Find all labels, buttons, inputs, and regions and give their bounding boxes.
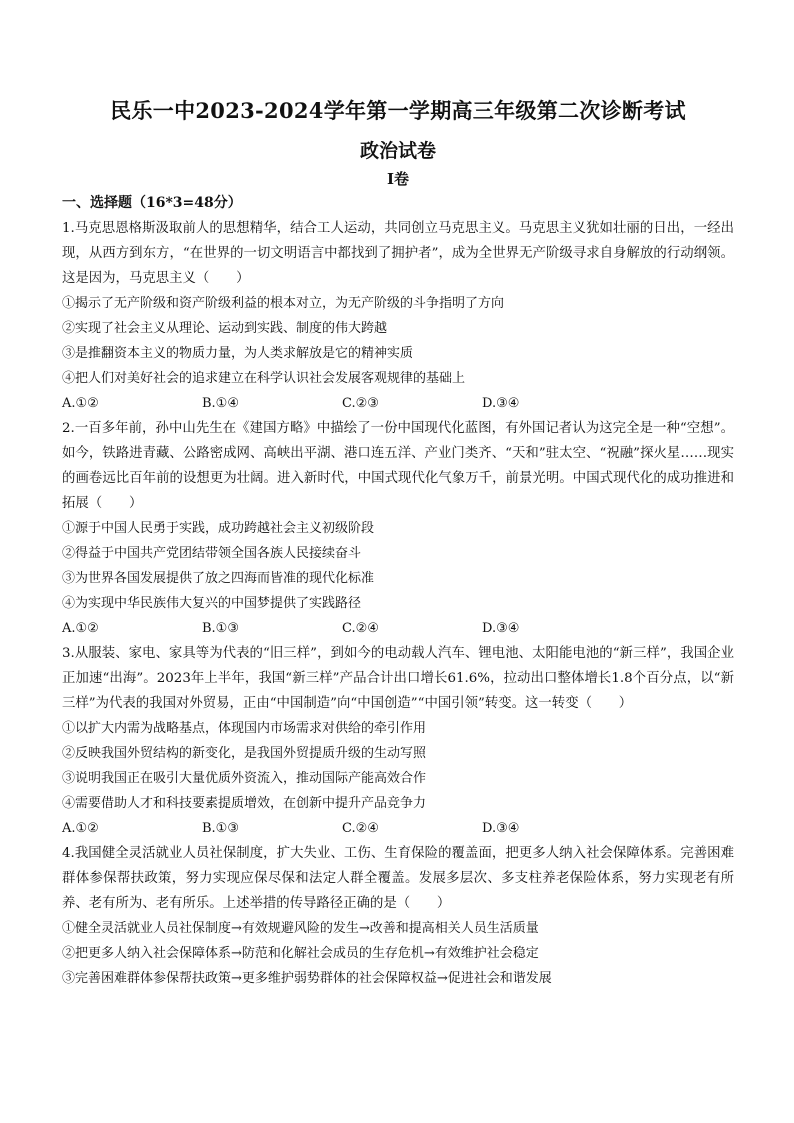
choice-a: A.①② — [62, 621, 99, 636]
choice-c: C.②③ — [342, 396, 379, 411]
statement-4: ④需要借助人才和科技要素提质增效，在创新中提升产品竞争力 — [62, 796, 427, 811]
question-2 — [62, 416, 734, 641]
answer-choices — [62, 391, 734, 416]
part-label: Ⅰ卷 — [386, 170, 410, 188]
choice-c: C.②④ — [342, 821, 379, 836]
statement-1: ①揭示了无产阶级和资产阶级利益的根本对立，为无产阶级的斗争指明了方向 — [62, 296, 505, 311]
question-1 — [62, 216, 734, 416]
choice-d: D.③④ — [482, 821, 520, 836]
choice-d: D.③④ — [482, 621, 520, 636]
question-4 — [62, 841, 734, 991]
choice-b: B.①③ — [202, 821, 239, 836]
statement-4: ④为实现中华民族伟大复兴的中国梦提供了实践路径 — [62, 596, 362, 611]
statement-3: ③完善困难群体参保帮扶政策→更多维护弱势群体的社会保障权益→促进社会和谐发展 — [62, 971, 552, 986]
statement-3: ③说明我国正在吸引大量优质外资流入，推动国际产能高效合作 — [62, 771, 427, 786]
question-3 — [62, 641, 734, 841]
question-stem: 1.马克思恩格斯汲取前人的思想精华，结合工人运动，共同创立马克思主义。马克思主义犹如壮丽的日出，一经出现，从西方到东方，“在世界的一切文明语言中都找到了拥护者”，成为全世界无产阶级寻求自身解放的行动纲领。这是因为，马克思主义（ ） — [62, 221, 734, 286]
statement-2: ②把更多人纳入社会保障体系→防范和化解社会成员的生存危机→有效维护社会稳定 — [62, 946, 539, 961]
question-stem: 3.从服装、家电、家具等为代表的“旧三样”，到如今的电动载人汽车、锂电池、太阳能电池的“新三样”，我国企业正加速“出海”。2023年上半年，我国“新三样”产品合计出口增长61.6%，拉动出口整体增长1.8个百分点，以“新三样”为代表的我国对外贸易，正由“中国制造”向“中国创造”“中国引领”转变。这一转变（ ） — [62, 646, 734, 711]
choice-d: D.③④ — [482, 396, 520, 411]
statement-1: ①以扩大内需为战略基点，体现国内市场需求对供给的牵引作用 — [62, 721, 427, 736]
statement-1: ①健全灵活就业人员社保制度→有效规避风险的发生→改善和提高相关人员生活质量 — [62, 921, 539, 936]
statement-3: ③是推翻资本主义的物质力量，为人类求解放是它的精神实质 — [62, 346, 414, 361]
answer-choices — [62, 616, 734, 641]
choice-b: B.①④ — [202, 396, 239, 411]
exam-subject: 政治试卷 — [359, 140, 436, 162]
choice-a: A.①② — [62, 396, 99, 411]
question-stem: 4.我国健全灵活就业人员社保制度，扩大失业、工伤、生育保险的覆盖面，把更多人纳入社会保障体系。完善困难群体参保帮扶政策，努力实现应保尽保和法定人群全覆盖。发展多层次、多支柱养老保险体系，努力实现老有所养、老有所为、老有所乐。上述举措的传导路径正确的是（ ） — [62, 846, 734, 911]
question-stem: 2.一百多年前，孙中山先生在《建国方略》中描绘了一份中国现代化蓝图，有外国记者认为这完全是一种“空想”。如今，铁路进青藏、公路密成网、高峡出平湖、港口连五洋、产业门类齐、“天和”驻太空、“祝融”探火星……现实的画卷远比百年前的设想更为壮阔。进入新时代，中国式现代化气象万千，前景光明。中国式现代化的成功推进和拓展（ ） — [62, 421, 734, 511]
choice-c: C.②④ — [342, 621, 379, 636]
section-heading: 一、选择题（16*3=48分） — [62, 195, 242, 211]
choice-b: B.①③ — [202, 621, 239, 636]
statement-1: ①源于中国人民勇于实践，成功跨越社会主义初级阶段 — [62, 521, 375, 536]
answer-choices — [62, 816, 734, 841]
statement-2: ②实现了社会主义从理论、运动到实践、制度的伟大跨越 — [62, 321, 388, 336]
statement-2: ②反映我国外贸结构的新变化，是我国外贸提质升级的生动写照 — [62, 746, 427, 761]
statement-4: ④把人们对美好社会的追求建立在科学认识社会发展客观规律的基础上 — [62, 371, 466, 386]
statement-2: ②得益于中国共产党团结带领全国各族人民接续奋斗 — [62, 546, 362, 561]
exam-title: 民乐一中2023-2024学年第一学期高三年级第二次诊断考试 — [110, 98, 686, 123]
statement-3: ③为世界各国发展提供了放之四海而皆准的现代化标准 — [62, 571, 375, 586]
choice-a: A.①② — [62, 821, 99, 836]
